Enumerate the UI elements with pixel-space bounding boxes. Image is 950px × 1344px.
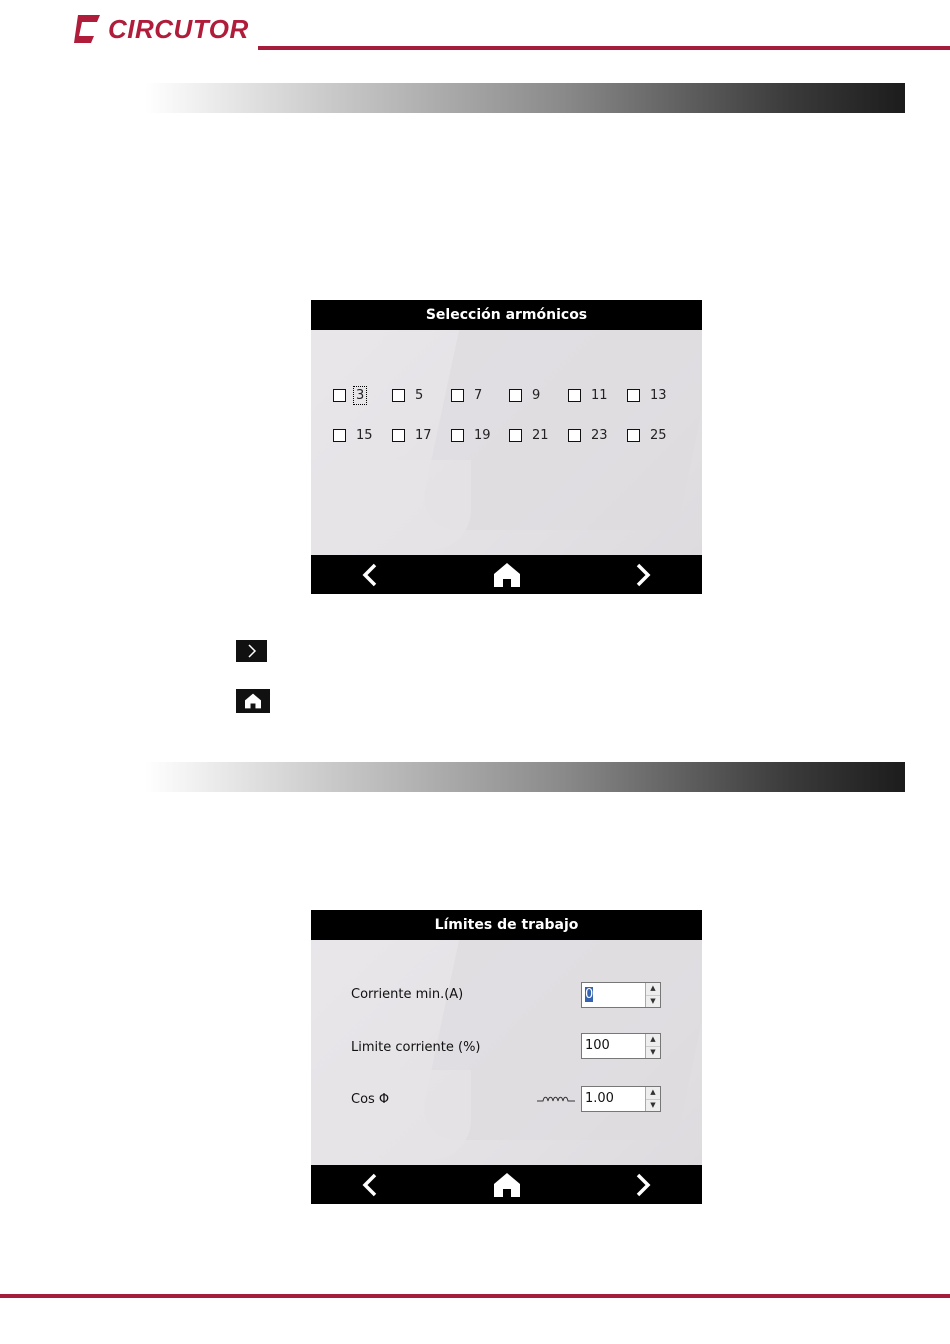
harmonic-checkbox-23[interactable]: [568, 428, 609, 443]
harmonic-checkbox-5[interactable]: [392, 388, 424, 403]
harmonic-label: 25: [650, 428, 667, 443]
harmonic-checkbox-3[interactable]: [333, 388, 365, 403]
spin-up-icon[interactable]: ▲: [646, 983, 660, 995]
header-rule: [258, 46, 950, 50]
min-current-label: Corriente min.(A): [351, 987, 464, 1002]
prev-button[interactable]: [358, 562, 382, 588]
next-button[interactable]: [631, 1172, 655, 1198]
cos-phi-spinbox[interactable]: [581, 1086, 661, 1112]
section-header-bar: [145, 83, 905, 113]
current-limit-label: Limite corriente (%): [351, 1040, 481, 1055]
legend-next-icon: [236, 640, 267, 662]
min-current-value: 0: [585, 987, 594, 1002]
prev-button[interactable]: [358, 1172, 382, 1198]
harmonic-checkbox-25[interactable]: [627, 428, 668, 443]
inductive-load-icon: [537, 1093, 575, 1105]
home-icon: [493, 1172, 521, 1198]
legend-home-icon: [236, 689, 270, 713]
section-header-bar: [145, 762, 905, 792]
harmonic-checkbox-7[interactable]: [451, 388, 483, 403]
current-limit-spinbox[interactable]: [581, 1033, 661, 1059]
screen-bg-shape: [311, 460, 471, 550]
checkbox[interactable]: [333, 389, 346, 402]
harmonic-label: 5: [415, 388, 424, 403]
chevron-right-icon: [635, 563, 651, 587]
harmonic-label: 13: [650, 388, 667, 403]
spin-down-icon[interactable]: ▼: [646, 1046, 660, 1059]
spin-up-icon[interactable]: ▲: [646, 1087, 660, 1099]
home-button[interactable]: [493, 1172, 521, 1198]
checkbox[interactable]: [333, 429, 346, 442]
harmonic-label: 15: [356, 428, 373, 443]
brand-name: CIRCUTOR: [108, 13, 249, 44]
next-button[interactable]: [631, 562, 655, 588]
harmonic-checkbox-17[interactable]: [392, 428, 433, 443]
harmonic-checkbox-13[interactable]: [627, 388, 668, 403]
screen-nav-bar: [311, 1165, 702, 1204]
screen-title: Límites de trabajo: [311, 910, 702, 940]
harmonic-label: 9: [532, 388, 541, 403]
spin-down-icon[interactable]: ▼: [646, 995, 660, 1008]
home-button[interactable]: [493, 562, 521, 588]
min-current-spinbox[interactable]: [581, 982, 661, 1008]
cos-phi-label: Cos Φ: [351, 1092, 390, 1107]
harmonics-screen: [311, 300, 702, 594]
spin-up-icon[interactable]: ▲: [646, 1034, 660, 1046]
cos-phi-input[interactable]: 1.00: [585, 1091, 614, 1106]
checkbox[interactable]: [392, 389, 405, 402]
harmonic-checkbox-11[interactable]: [568, 388, 609, 403]
checkbox[interactable]: [627, 389, 640, 402]
harmonic-label: 11: [591, 388, 608, 403]
footer-rule: [0, 1294, 950, 1298]
home-icon: [493, 562, 521, 588]
chevron-left-icon: [362, 563, 378, 587]
harmonic-label: 3: [356, 388, 365, 403]
harmonic-label: 21: [532, 428, 549, 443]
screen-title: Selección armónicos: [311, 300, 702, 330]
circutor-logo-icon: [70, 12, 104, 46]
harmonic-label: 23: [591, 428, 608, 443]
checkbox[interactable]: [451, 389, 464, 402]
spin-down-icon[interactable]: ▼: [646, 1099, 660, 1112]
spin-arrows: [645, 1087, 660, 1111]
chevron-right-icon: [635, 1173, 651, 1197]
checkbox[interactable]: [627, 429, 640, 442]
spin-arrows: [645, 983, 660, 1007]
screen-bg-shape: [311, 1070, 471, 1160]
checkbox[interactable]: [451, 429, 464, 442]
harmonic-label: 19: [474, 428, 491, 443]
checkbox[interactable]: [568, 429, 581, 442]
checkbox[interactable]: [509, 389, 522, 402]
circutor-logo: [70, 12, 249, 46]
current-limit-input[interactable]: 100: [585, 1038, 610, 1053]
harmonic-checkbox-15[interactable]: [333, 428, 374, 443]
work-limits-screen: [311, 910, 702, 1204]
checkbox[interactable]: [392, 429, 405, 442]
min-current-input[interactable]: [582, 983, 645, 1007]
spin-arrows: [645, 1034, 660, 1058]
harmonic-checkbox-21[interactable]: [509, 428, 550, 443]
home-icon: [244, 693, 262, 709]
screen-nav-bar: [311, 555, 702, 594]
harmonic-checkbox-9[interactable]: [509, 388, 541, 403]
checkbox[interactable]: [568, 389, 581, 402]
chevron-left-icon: [362, 1173, 378, 1197]
chevron-right-icon: [247, 644, 257, 658]
harmonic-checkbox-19[interactable]: [451, 428, 492, 443]
checkbox[interactable]: [509, 429, 522, 442]
harmonic-label: 17: [415, 428, 432, 443]
harmonic-label: 7: [474, 388, 483, 403]
